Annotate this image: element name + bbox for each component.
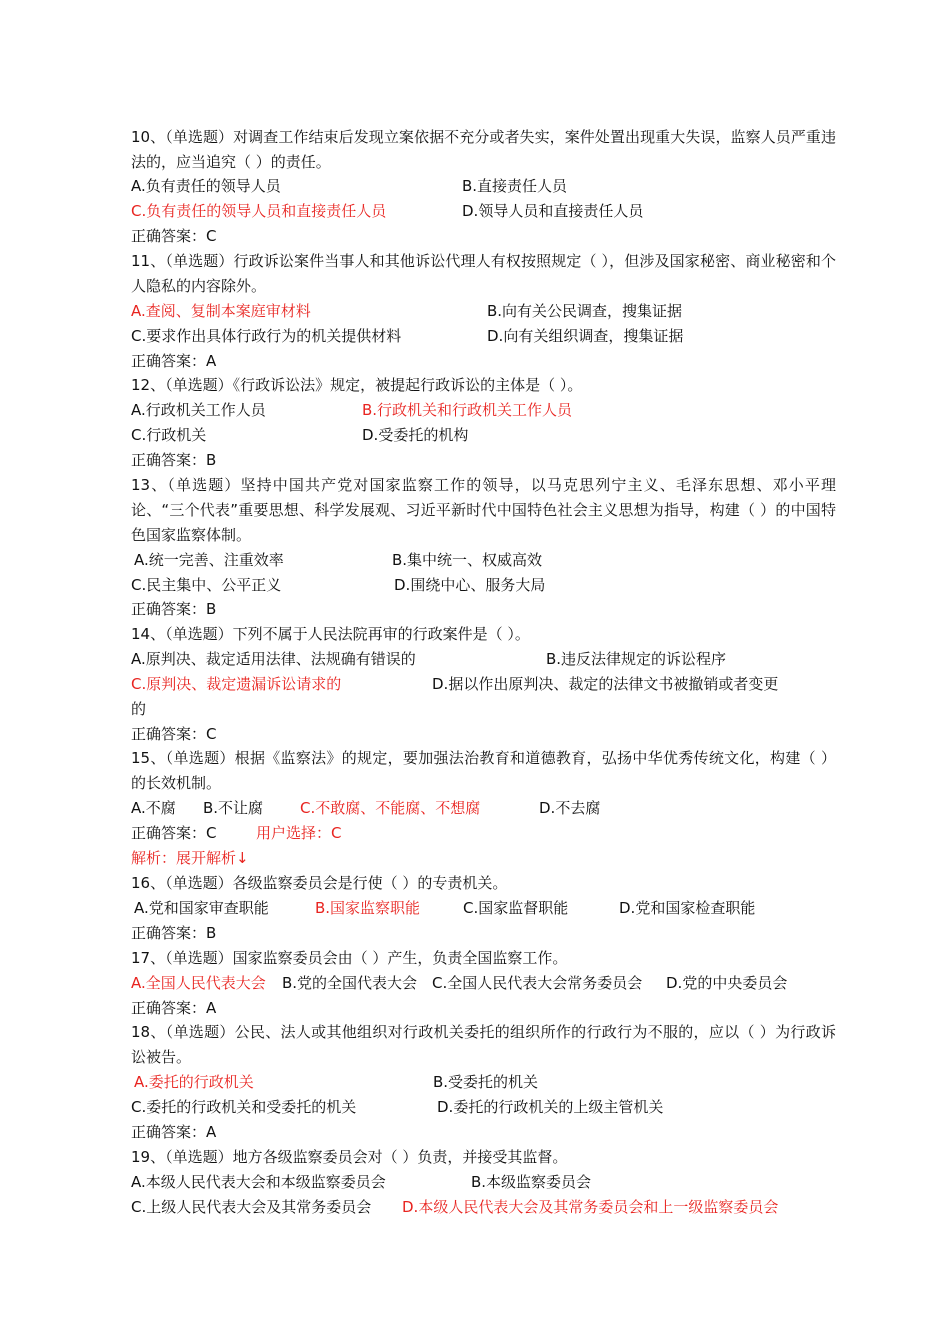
option: B.党的全国代表大会 xyxy=(282,974,418,992)
option: D.不去腐 xyxy=(539,799,601,817)
option-correct: B.国家监察职能 xyxy=(315,899,421,917)
option-continuation: 的 xyxy=(131,700,147,718)
option-correct: B.行政机关和行政机关工作人员 xyxy=(362,401,573,419)
option: A.统一完善、注重效率 xyxy=(134,551,284,569)
option: A.党和国家审查职能 xyxy=(134,899,269,917)
option: C.民主集中、公平正义 xyxy=(131,576,282,594)
option: B.集中统一、权威高效 xyxy=(392,551,543,569)
option: B.违反法律规定的诉讼程序 xyxy=(546,650,727,668)
option: C.委托的行政机关和受委托的机关 xyxy=(131,1098,357,1116)
option: D.领导人员和直接责任人员 xyxy=(462,202,644,220)
option: C.要求作出具体行政行为的机关提供材料 xyxy=(131,327,402,345)
question-stem: 11、（单选题）行政诉讼案件当事人和其他诉讼代理人有权按照规定（ ），但涉及国家秘密、商业秘密和个人隐私的内容除外。 xyxy=(131,252,836,295)
option: A.本级人民代表大会和本级监察委员会 xyxy=(131,1173,386,1191)
option: A.行政机关工作人员 xyxy=(131,401,266,419)
option: B.不让腐 xyxy=(203,799,264,817)
answer: 正确答案：B xyxy=(131,924,217,942)
option-correct: A.全国人民代表大会 xyxy=(131,974,266,992)
option-correct: A.查阅、复制本案庭审材料 xyxy=(131,302,311,320)
question-stem: 19、（单选题）地方各级监察委员会对（ ）负责，并接受其监督。 xyxy=(131,1148,568,1166)
question-stem: 13、（单选题）坚持中国共产党对国家监察工作的领导，以马克思列宁主义、毛泽东思想、邓小平理论、“三个代表”重要思想、科学发展观、习近平新时代中国特色社会主义思想为指导，构建（ ）的中国特色国家监察体制。 xyxy=(131,476,836,544)
question-stem: 18、（单选题）公民、法人或其他组织对行政机关委托的组织所作的行政行为不服的，应以（ ）为行政诉讼被告。 xyxy=(131,1023,836,1066)
option: B.向有关公民调查，搜集证据 xyxy=(487,302,683,320)
option-correct: C.原判决、裁定遗漏诉讼请求的 xyxy=(131,675,342,693)
option-correct: A.委托的行政机关 xyxy=(134,1073,254,1091)
option-correct: C.负有责任的领导人员和直接责任人员 xyxy=(131,202,387,220)
question-stem: 14、（单选题）下列不属于人民法院再审的行政案件是（ ）。 xyxy=(131,625,530,643)
question-stem: 16、（单选题）各级监察委员会是行使（ ）的专责机关。 xyxy=(131,874,508,892)
answer: 正确答案：C xyxy=(131,725,217,743)
answer: 正确答案：A xyxy=(131,1123,217,1141)
option-correct: D.本级人民代表大会及其常务委员会和上一级监察委员会 xyxy=(402,1198,779,1216)
answer: 正确答案：A xyxy=(131,999,217,1017)
question-stem: 17、（单选题）国家监察委员会由（ ）产生，负责全国监察工作。 xyxy=(131,949,568,967)
option: C.全国人民代表大会常务委员会 xyxy=(432,974,643,992)
option: A.负有责任的领导人员 xyxy=(131,177,281,195)
expand-analysis-link[interactable]: 解析：展开解析↓ xyxy=(131,849,249,867)
question-stem: 12、（单选题）《行政诉讼法》规定，被提起行政诉讼的主体是（ ）。 xyxy=(131,376,583,394)
question-stem: 10、（单选题）对调查工作结束后发现立案依据不充分或者失实，案件处置出现重大失误，监察人员严重违法的，应当追究（ ）的责任。 xyxy=(131,128,836,171)
option-correct: C.不敢腐、不能腐、不想腐 xyxy=(300,799,481,817)
option: C.行政机关 xyxy=(131,426,207,444)
option: D.围绕中心、服务大局 xyxy=(394,576,546,594)
option: B.受委托的机关 xyxy=(433,1073,539,1091)
option: D.委托的行政机关的上级主管机关 xyxy=(437,1098,664,1116)
question-stem: 15、（单选题）根据《监察法》的规定，要加强法治教育和道德教育，弘扬中华优秀传统文化，构建（ ）的长效机制。 xyxy=(131,749,836,792)
option: B.本级监察委员会 xyxy=(471,1173,592,1191)
option: D.据以作出原判决、裁定的法律文书被撤销或者变更 xyxy=(432,675,779,693)
option: C.国家监督职能 xyxy=(463,899,569,917)
option: B.直接责任人员 xyxy=(462,177,568,195)
answer: 正确答案：B xyxy=(131,451,217,469)
answer: 正确答案：C xyxy=(131,227,217,245)
option: D.党和国家检查职能 xyxy=(619,899,756,917)
option: D.受委托的机构 xyxy=(362,426,469,444)
option: A.不腐 xyxy=(131,799,176,817)
option: D.党的中央委员会 xyxy=(666,974,788,992)
option: C.上级人民代表大会及其常务委员会 xyxy=(131,1198,372,1216)
option: A.原判决、裁定适用法律、法规确有错误的 xyxy=(131,650,416,668)
answer: 正确答案：A xyxy=(131,352,217,370)
user-choice: 用户选择：C xyxy=(256,824,342,842)
answer: 正确答案：B xyxy=(131,600,217,618)
answer: 正确答案：C xyxy=(131,824,217,842)
option: D.向有关组织调查，搜集证据 xyxy=(487,327,684,345)
